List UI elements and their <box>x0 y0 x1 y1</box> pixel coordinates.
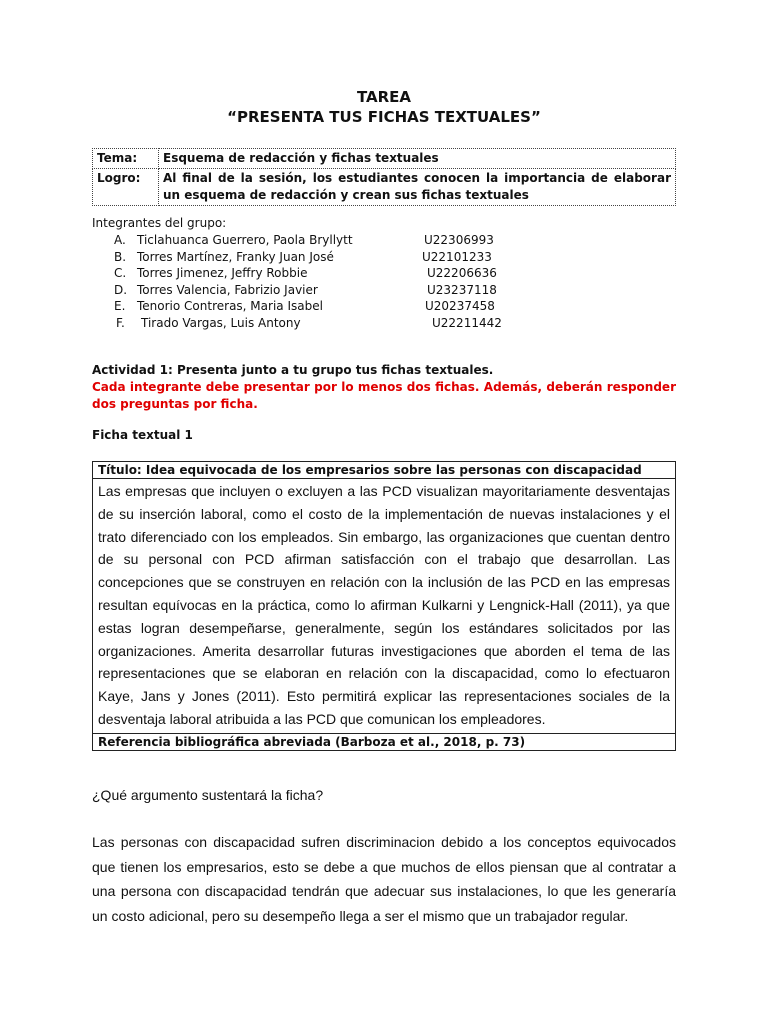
document-title: TAREA <box>356 88 412 106</box>
ficha-title: Título: Idea equivocada de los empresarios sobre las personas con discapacidad <box>93 462 675 479</box>
member-item <box>92 298 495 315</box>
member-letter: C. <box>114 266 127 280</box>
member-code: U22101233 <box>422 249 492 264</box>
member-item <box>92 249 492 266</box>
question-text: ¿Qué argumento sustentará la ficha? <box>92 787 324 803</box>
ficha-reference: Referencia bibliográfica abreviada (Barboza et al., 2018, p. 73) <box>93 733 675 750</box>
member-code: U23237118 <box>427 282 497 297</box>
info-table <box>92 148 676 206</box>
member-name: Ticlahuanca Guerrero, Paola Bryllytt <box>137 233 353 247</box>
members-section <box>92 215 502 331</box>
member-code: U20237458 <box>425 299 495 313</box>
activity-title: Actividad 1: Presenta junto a tu grupo tus fichas textuales. <box>92 363 494 377</box>
document-subtitle: “PRESENTA TUS FICHAS TEXTUALES” <box>227 108 541 126</box>
member-item <box>92 315 502 332</box>
member-name: Torres Valencia, Fabrizio Javier <box>137 282 318 297</box>
member-item <box>92 265 497 282</box>
member-item <box>92 232 494 249</box>
member-code: U22306993 <box>424 233 494 247</box>
ficha-body: Las empresas que incluyen o excluyen a las PCD visualizan mayoritariamente desventajas de su inserción laboral, como el costo de la implementación de nuevas instalaciones y el trato diferenciado con los empleados. Sin embargo, las organizaciones que cuentan dentro de su personal con PCD afirman satisfacción con el trabajo que desarrollan. Las concepciones que se construyen en relación con la inclusión de las PCD en las empresas resultan equívocas en la práctica, como lo afirman Kulkarni y Lengnick-Hall (2011), ya que estas logran desempeñarse, generalmente, según los estándares solicitados por las organizaciones. Amerita desarrollar futuras investigaciones que aborden el tema de las representaciones que se elaboran en relación con la discapacidad, como lo efectuaron Kaye, Jans y Jones (2011). Esto permitirá explicar las representaciones sociales de la desventaja laboral atribuida a las PCD que comunican los empleadores. <box>98 483 670 727</box>
logro-value: Al final de la sesión, los estudiantes conocen la importancia de elaborar un esquema de redacción y crean sus fichas textuales <box>159 169 676 206</box>
member-letter: F. <box>116 315 125 330</box>
tema-label: Tema: <box>93 149 159 169</box>
member-letter: A. <box>114 233 126 247</box>
tema-row <box>93 149 676 169</box>
member-name: Torres Jimenez, Jeffry Robbie <box>137 266 308 280</box>
member-name: Tirado Vargas, Luis Antony <box>141 315 301 330</box>
member-name: Tenorio Contreras, Maria Isabel <box>137 299 323 313</box>
member-name: Torres Martínez, Franky Juan José <box>137 249 334 264</box>
member-item <box>92 282 497 299</box>
member-code: U22211442 <box>432 315 502 330</box>
activity-section <box>92 362 676 413</box>
ficha-label: Ficha textual 1 <box>92 428 193 442</box>
member-letter: D. <box>114 282 128 297</box>
members-heading: Integrantes del grupo: <box>92 216 227 230</box>
member-code: U22206636 <box>427 266 497 280</box>
member-letter: E. <box>114 299 126 313</box>
ficha-card <box>92 461 676 751</box>
answer-text: Las personas con discapacidad sufren discriminacion debido a los conceptos equivocados que tienen los empresarios, esto se debe a que muchos de ellos piensan que al contratar a una persona con discapacidad tendrán que adecuar sus instalaciones, lo que les generaría un costo adicional, pero su desempeño llega a ser el mismo que un trabajador regular. <box>92 834 676 924</box>
logro-row <box>93 169 676 206</box>
member-letter: B. <box>114 249 127 264</box>
document-header <box>0 87 768 127</box>
activity-instruction: Cada integrante debe presentar por lo menos dos fichas. Además, deberán responder dos preguntas por ficha. <box>92 380 676 411</box>
logro-label: Logro: <box>93 169 159 206</box>
tema-value: Esquema de redacción y fichas textuales <box>159 149 676 169</box>
